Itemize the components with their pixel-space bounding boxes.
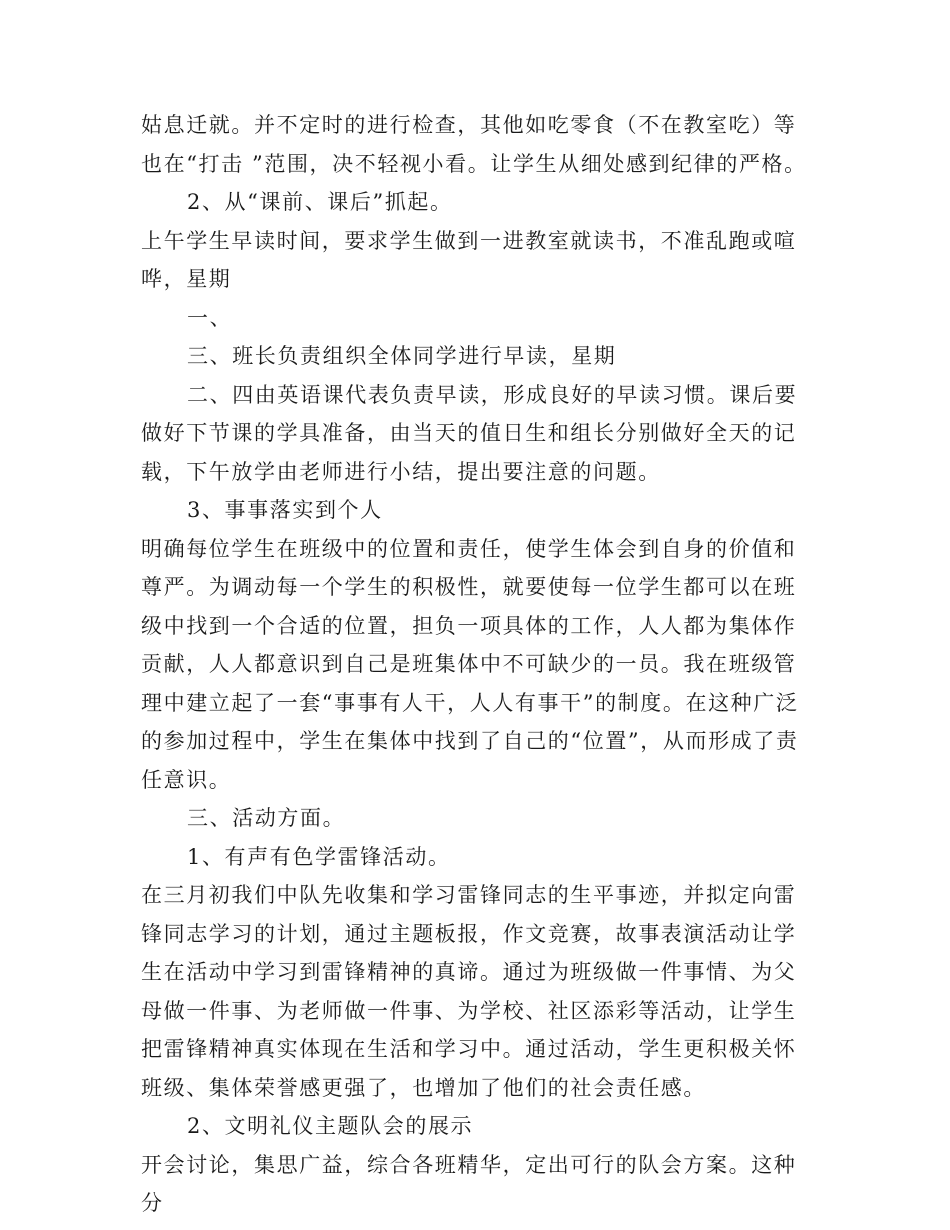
section-heading: 1、有声有色学雷锋活动。 bbox=[187, 844, 451, 869]
section-heading: 三、活动方面。 bbox=[187, 806, 346, 830]
paragraph: 一、 bbox=[187, 305, 233, 330]
paragraph: 明确每位学生在班级中的位置和责任，使学生体会到自身的价值和尊严。为调动每一个学生的积极性，就要使每一位学生都可以在班级中找到一个合适的位置，担负一项具体的工作，人人都为集体作贡献，人人都意识到自己是班集体中不可缺少的一员。我在班级管理中建立起了一套“事事有人干，人人有事干”的制度。在这种广泛的参加过程中，学生在集体中找到了自己的“位置”，从而形成了责任意识。 bbox=[141, 536, 799, 792]
paragraph: 三、班长负责组织全体同学进行早读，星期 bbox=[187, 344, 617, 368]
paragraph: 开会讨论，集思广益，综合各班精华，定出可行的队会方案。这种分 bbox=[141, 1152, 797, 1215]
section-heading: 2、从“课前、课后”抓起。 bbox=[187, 190, 453, 214]
paragraph: 上午学生早读时间，要求学生做到一进教室就读书，不准乱跑或喧哗，星期 bbox=[141, 228, 797, 291]
document-body bbox=[141, 106, 813, 1223]
paragraph: 姑息迁就。并不定时的进行检查，其他如吃零食（不在教室吃）等也在“打击 ”范围，决不轻视小看。让学生从细处感到纪律的严格。 bbox=[141, 113, 807, 176]
section-heading: 3、事事落实到个人 bbox=[187, 498, 383, 522]
paragraph: 在三月初我们中队先收集和学习雷锋同志的生平事迹，并拟定向雷锋同志学习的计划，通过主题板报，作文竞赛，故事表演活动让学生在活动中学习到雷锋精神的真谛。通过为班级做一件事情、为父母做一件事、为老师做一件事、为学校、社区添彩等活动，让学生把雷锋精神真实体现在生活和学习中。通过活动，学生更积极关怀班级、集体荣誉感更强了，也增加了他们的社会责任感。 bbox=[141, 883, 797, 1100]
section-heading: 2、文明礼仪主题队会的展示 bbox=[187, 1114, 474, 1138]
paragraph: 二、四由英语课代表负责早读，形成良好的早读习惯。课后要做好下节课的学具准备，由当天的值日生和组长分别做好全天的记载，下午放学由老师进行小结，提出要注意的问题。 bbox=[141, 382, 798, 484]
